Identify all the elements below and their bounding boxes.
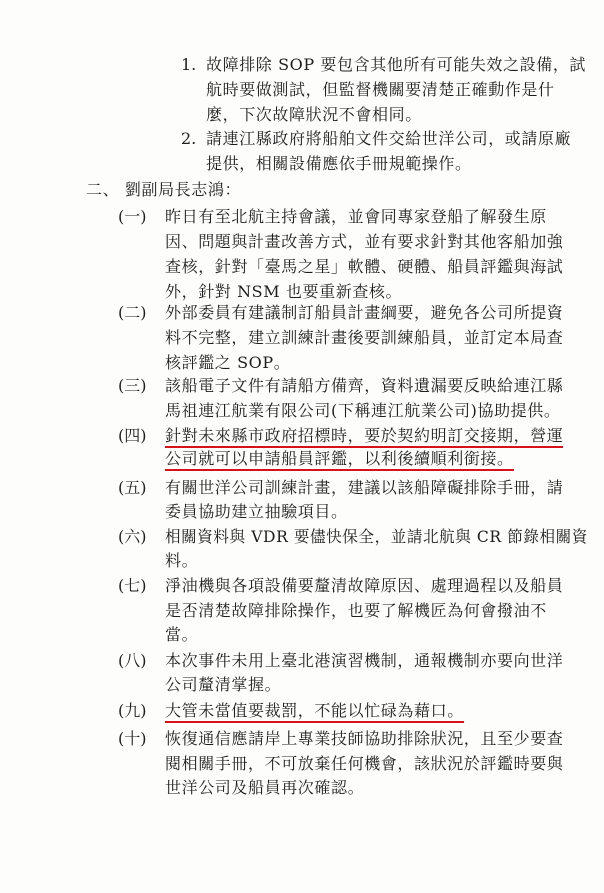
point-4-line-2: 公司就可以申請船員評鑑，以利後續順利銜接。: [165, 451, 514, 471]
intro-item-2-line-1: 請連江縣政府將船舶文件交給世洋公司，或請原廠: [206, 129, 572, 148]
intro-item-1-line-2: 航時要做測試，但監督機關要清楚正確動作是什: [206, 80, 555, 99]
point-2-line-1: 外部委員有建議制訂船員計畫綱要，避免各公司所提資: [165, 303, 564, 322]
point-2-line-3: 核評鑑之 SOP。: [165, 353, 291, 372]
point-2-label: (二): [118, 303, 147, 322]
point-9-label: (九): [118, 701, 147, 720]
point-7-line-3: 當。: [165, 625, 199, 644]
point-6-line-2: 料。: [165, 551, 199, 570]
point-5-line-2: 委員協助建立抽驗項目。: [165, 502, 348, 521]
point-8-line-1: 本次事件未用上臺北港演習機制，通報機制亦要向世洋: [165, 651, 564, 670]
point-10-line-3: 世洋公司及船員再次確認。: [165, 778, 365, 797]
point-8-line-2: 公司釐清掌握。: [165, 675, 282, 694]
point-10-line-1: 恢復通信應請岸上專業技師協助排除狀況，且至少要查: [165, 729, 564, 748]
point-9-line-1: 大管未當值要裁罰，不能以忙碌為藉口。: [165, 703, 464, 723]
point-5-label: (五): [118, 478, 147, 497]
point-10-label: (十): [118, 729, 147, 748]
point-3-label: (三): [118, 376, 147, 395]
point-4-label: (四): [118, 426, 147, 445]
intro-item-2-line-2: 提供，相關設備應依手冊規範操作。: [206, 154, 472, 173]
point-8-label: (八): [118, 651, 147, 670]
intro-item-1-line-1: 故障排除 SOP 要包含其他所有可能失效之設備，試: [206, 55, 587, 74]
point-7-label: (七): [118, 576, 147, 595]
intro-item-1-line-3: 麼，下次故障狀況不會相同。: [206, 105, 422, 124]
point-6-label: (六): [118, 527, 147, 546]
point-3-line-1: 該船電子文件有請船方備齊，資料遺漏要反映給連江縣: [165, 376, 564, 395]
intro-item-2-number: 2.: [181, 129, 197, 148]
intro-item-1-number: 1.: [181, 55, 197, 74]
point-4-line-1: 針對未來縣市政府招標時，要於契約明訂交接期，營運: [165, 428, 563, 448]
point-1-line-2: 因、問題與計畫改善方式，並有要求針對其他客船加強: [165, 232, 564, 251]
point-3-line-2: 馬祖連江航業有限公司(下稱連江航業公司)協助提供。: [165, 401, 561, 420]
point-2-line-2: 料不完整，建立訓練計畫後要訓練船員，並訂定本局查: [165, 328, 564, 347]
point-6-line-1: 相關資料與 VDR 要儘快保全，並請北航與 CR 節錄相關資: [165, 527, 588, 546]
section-heading: 二、 劉副局長志鴻：: [86, 180, 242, 199]
point-1-line-1: 昨日有至北航主持會議，並會同專家登船了解發生原: [165, 207, 547, 226]
point-1-line-4: 外，針對 NSM 也要重新查核。: [165, 282, 403, 301]
point-7-line-1: 淨油機與各項設備要釐清故障原因、處理過程以及船員: [165, 576, 564, 595]
point-5-line-1: 有關世洋公司訓練計畫，建議以該船障礙排除手冊，請: [165, 478, 564, 497]
point-7-line-2: 是否清楚故障排除操作，也要了解機匠為何會撥油不: [165, 601, 547, 620]
point-10-line-2: 閱相關手冊，不可放棄任何機會，該狀況於評鑑時要與: [165, 754, 564, 773]
point-1-line-3: 查核，針對「臺馬之星」軟體、硬體、船員評鑑與海試: [165, 257, 564, 276]
point-1-label: (一): [118, 207, 147, 226]
